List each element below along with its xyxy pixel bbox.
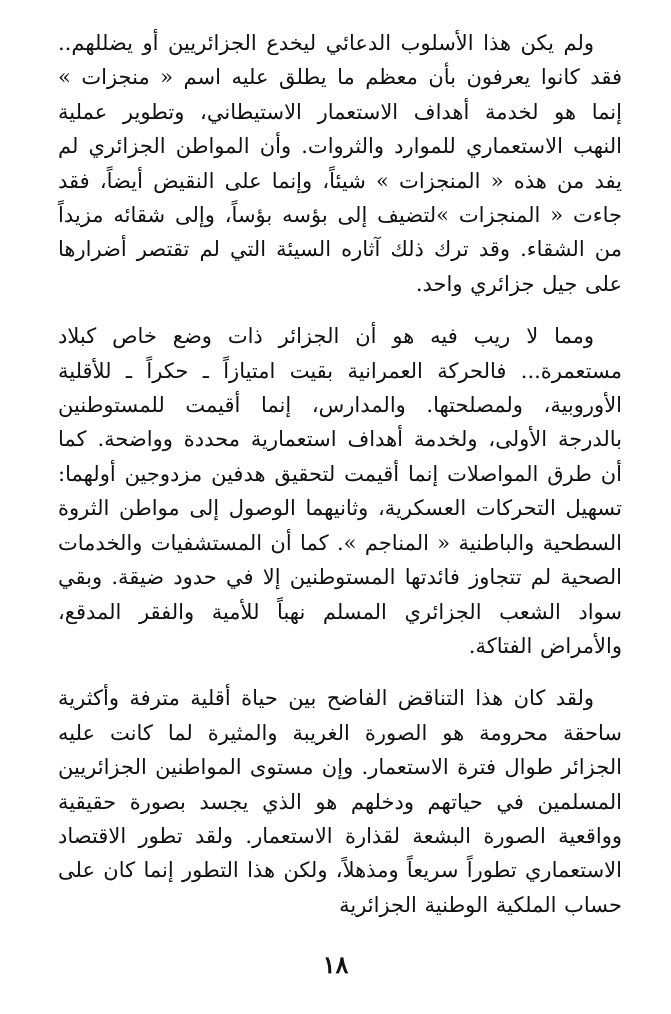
paragraph-colonial-situation: ومما لا ريب فيه هو أن الجزائر ذات وضع خاص كبلاد مستعمرة... فالحركة العمرانية بقيت امتيازاً ـ حكراً ـ للأقلية الأوروبية، ولمصلحتها. والمدارس، إنما أقيمت للمستوطنين بالدرجة الأولى، ولخدمة أهداف استعمارية محددة وواضحة. كما أن طرق المواصلات إنما أقيمت لتحقيق هدفين مزدوجين أولهما: تسهيل التحركات العسكرية، وثانيهما الوصول إلى مواطن الثروة السطحية والباطنية « المناجم ». كما أن المستشفيات والخدمات الصحية لم تتجاوز فائدتها المستوطنين إلا في حدود ضيقة. وبقي سواد الشعب الجزائري المسلم نهباً للأمية والفقر المدقع، والأمراض الفتاكة. [58,324,622,658]
paragraph-contradiction: ولقد كان هذا التناقض الفاضح بين حياة أقلية مترفة وأكثرية ساحقة محرومة هو الصورة الغريبة والمثيرة لما كانت عليه الجزائر طوال فترة الاستعمار. وإن مستوى المواطنين الجزائريين المسلمين في حياتهم ودخلهم هو الذي يجسد بصورة حقيقية وواقعية الصورة البشعة لقذارة الاستعمار. ولقد تطور الاقتصاد الاستعماري تطوراً سريعاً ومذهلاً، ولكن هذا التطور إنما كان على حساب الملكية الوطنية الجزائرية [58,686,622,917]
paragraph-propaganda: ولم يكن هذا الأسلوب الدعائي ليخدع الجزائريين أو يضللهم.. فقد كانوا يعرفون بأن معظم ما يطلق عليه اسم « منجزات » إنما هو لخدمة أهداف الاستعمار الاستيطاني، وتطوير عملية النهب الاستعماري للموارد والثروات. وأن المواطن الجزائري لم يفد من هذه « المنجزات » شيئاً، وإنما على النقيض أيضاً، فقد جاءت « المنجزات »لتضيف إلى بؤسه بؤساً، وإلى شقائه مزيداً من الشقاء. وقد ترك ذلك آثاره السيئة التي لم تقتصر أضرارها على جيل جزائري واحد. [58,31,622,296]
page-number: ١٨ [322,950,349,979]
document-page [58,26,622,922]
